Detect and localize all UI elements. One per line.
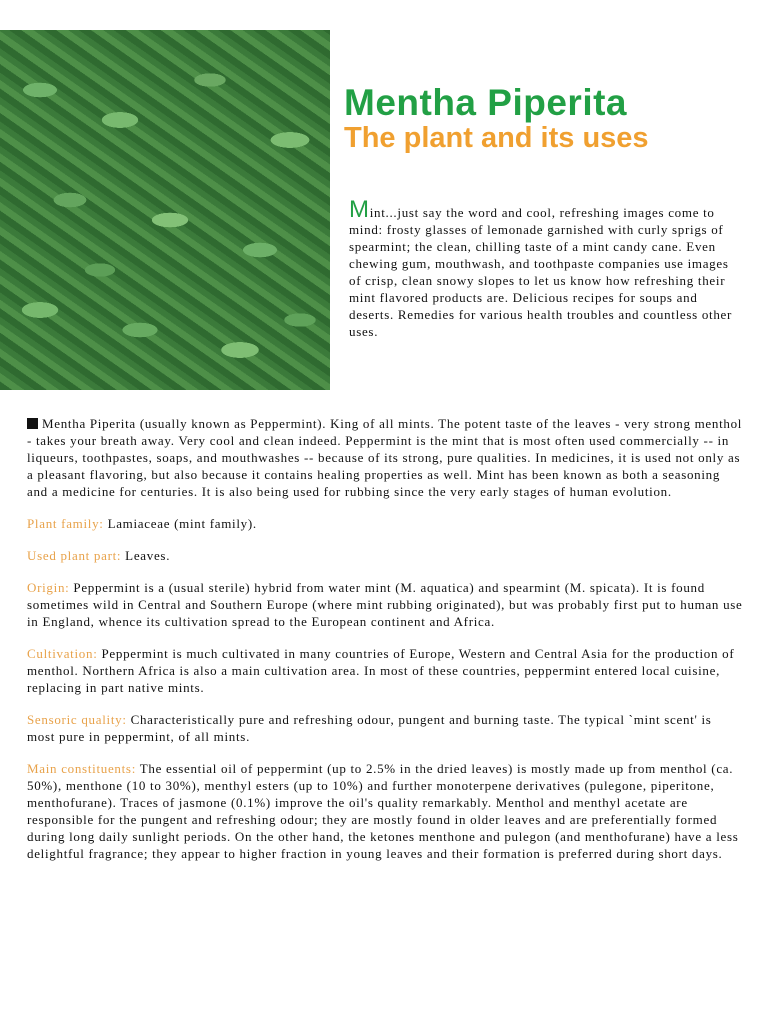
section-cultivation	[27, 645, 743, 696]
section-origin	[27, 579, 743, 630]
intro-text: int...just say the word and cool, refreshing images come to mind: frosty glasses of lemonade garnished with curly sprigs of spearmint; the clean, chilling taste of a mint candy cane. Even chewing gum, mouthwash, and toothpaste companies use images of crisp, clean snowy slopes to let us know how refreshing their mint flavored products are. Delicious recipes for soups and deserts. Remedies for various health troubles and countless other uses.	[349, 205, 733, 339]
intro-paragraph	[349, 196, 741, 340]
section-sensoric-quality	[27, 711, 743, 745]
section-label: Used plant part:	[27, 548, 122, 563]
section-text: Peppermint is much cultivated in many countries of Europe, Western and Central Asia for the production of menthol. Northern Africa is also a main cultivation area. In most of these countries, peppermint entered local cuisine, replacing in part native mints.	[27, 646, 735, 695]
section-label: Sensoric quality:	[27, 712, 127, 727]
section-label: Cultivation:	[27, 646, 98, 661]
mint-plant-photo	[0, 30, 330, 390]
page-subtitle: The plant and its uses	[344, 122, 649, 154]
section-label: Origin:	[27, 580, 70, 595]
section-main-constituents	[27, 760, 743, 862]
lead-text: Mentha Piperita (usually known as Peppermint). King of all mints. The potent taste of the leaves - very strong menthol - takes your breath away. Very cool and clean indeed. Peppermint is the mint that is most often used commercially -- in liqueurs, toothpastes, soaps, and mouthwashes -- because of its strong, pure qualities. In medicines, it is used not only as a pleasant flavoring, but also because it contains healing properties as well. Mint has been known as both a seasoning and a medicine for centuries. It is also being used for rubbing since the very early stages of human evolution.	[27, 416, 743, 499]
section-text: The essential oil of peppermint (up to 2.5% in the dried leaves) is mostly made up from menthol (ca. 50%), menthone (10 to 30%), menthyl esters (up to 10%) and further monoterpene derivatives (pulegone, piperitone, menthofurane). Traces of jasmone (0.1%) improve the oil's quality remarkably. Menthol and menthyl acetate are responsible for the pungent and refreshing odour; they are mostly found in older leaves and are preferentially formed during long daily sunlight periods. On the other hand, the ketones menthone and pulegon (and menthofurane) have a less delightful fragrance; they appear to higher fraction in young leaves and their formation is preferred during short days.	[27, 761, 739, 861]
lead-paragraph	[27, 415, 743, 500]
section-label: Main constituents:	[27, 761, 137, 776]
section-text: Peppermint is a (usual sterile) hybrid from water mint (M. aquatica) and spearmint (M. spicata). It is found sometimes wild in Central and Southern Europe (where mint rubbing originated), but was probably first put to human use in England, whence its cultivation spread to the European continent and Africa.	[27, 580, 743, 629]
square-bullet-icon	[27, 418, 38, 429]
drop-cap-letter: M	[349, 196, 370, 223]
main-content	[27, 415, 743, 877]
section-text: Characteristically pure and refreshing odour, pungent and burning taste. The typical `mint scent' is most pure in peppermint, of all mints.	[27, 712, 712, 744]
section-used-plant-part	[27, 547, 743, 564]
section-label: Plant family:	[27, 516, 104, 531]
section-plant-family	[27, 515, 743, 532]
page-title: Mentha Piperita	[344, 82, 627, 123]
section-text: Leaves.	[121, 548, 171, 563]
section-text: Lamiaceae (mint family).	[103, 516, 257, 531]
